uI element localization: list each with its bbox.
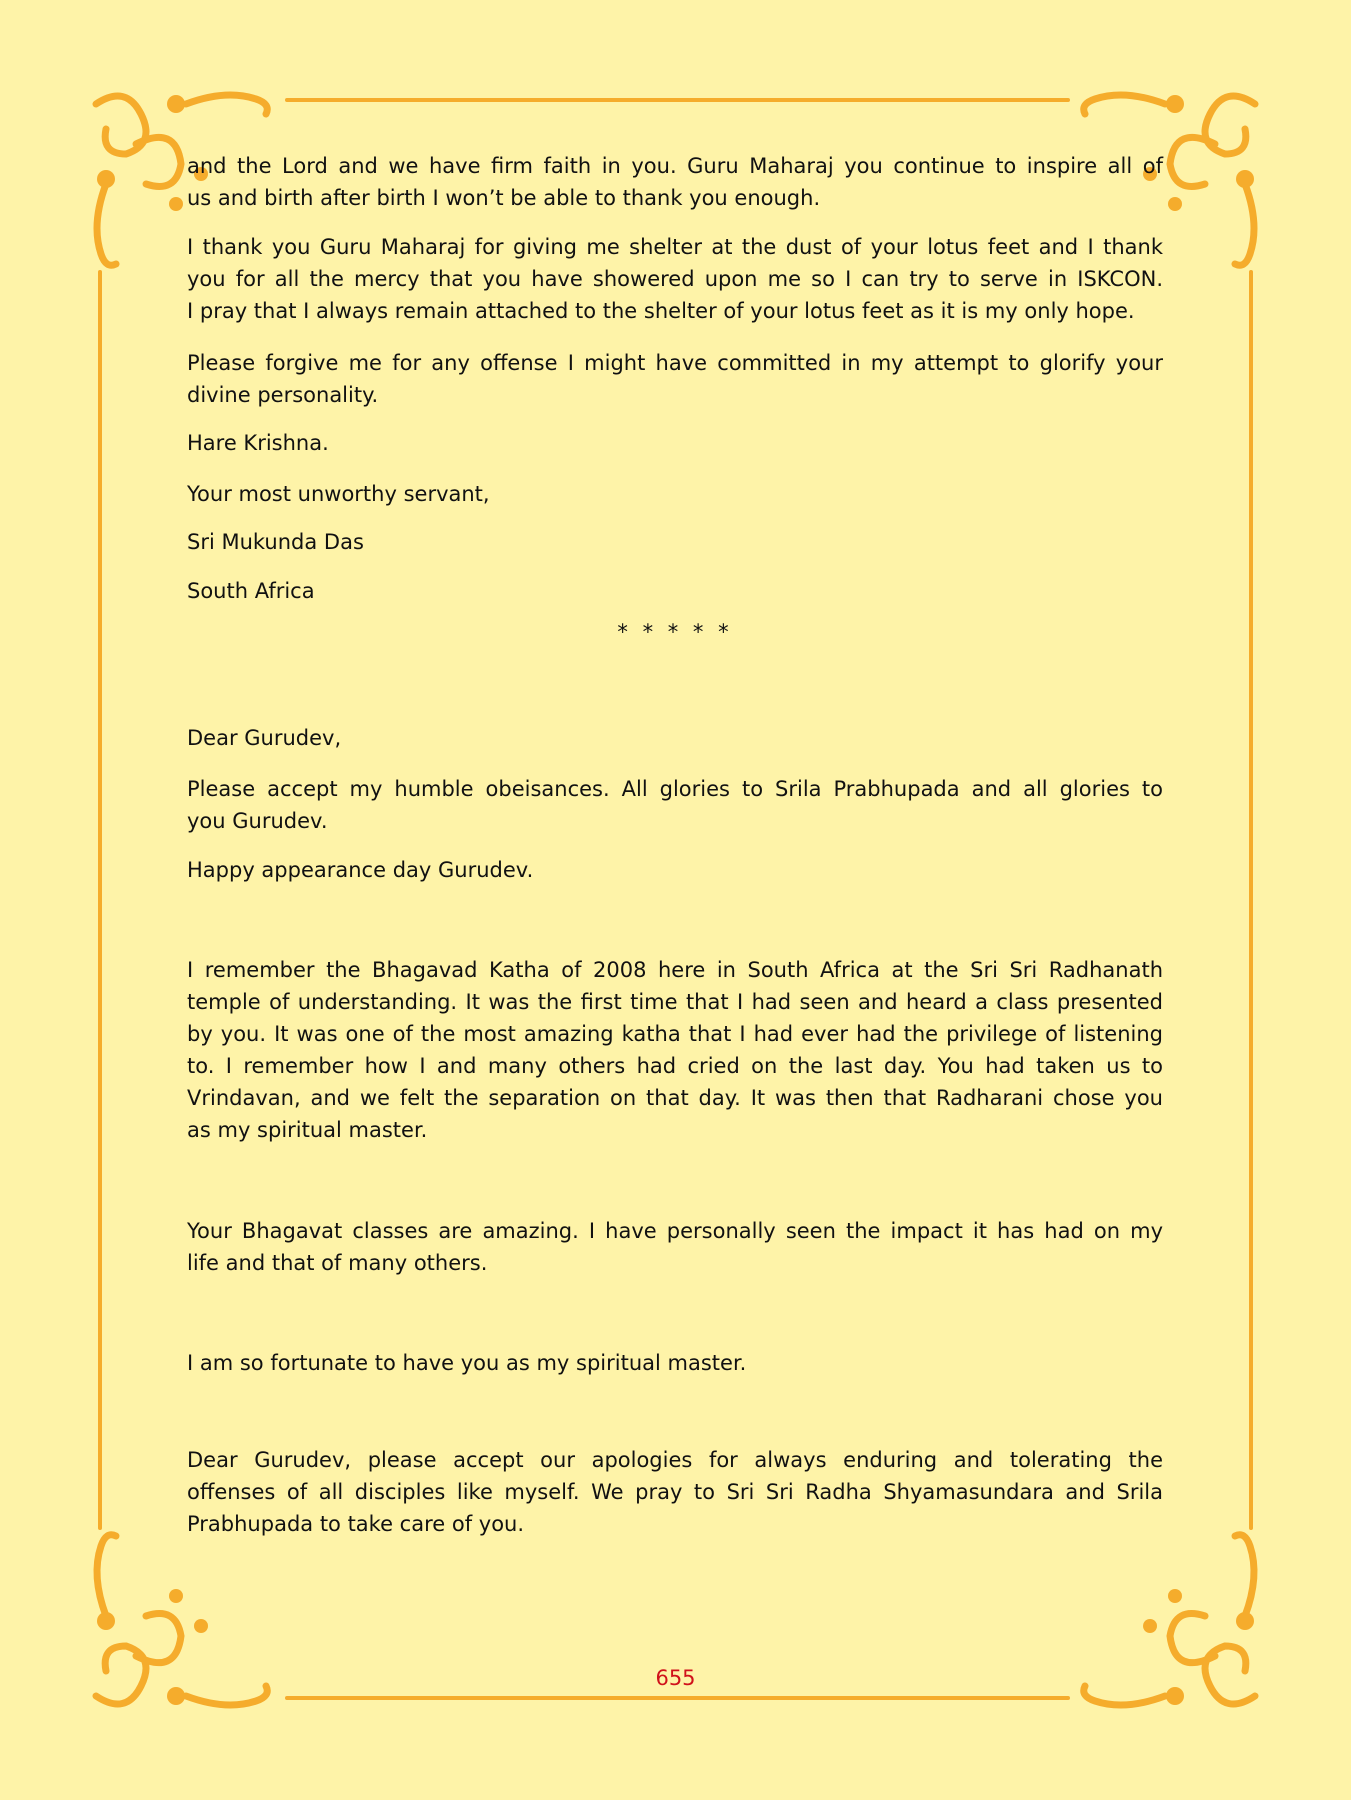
paragraph-katha — [187, 954, 1163, 1146]
text-line: temple of understanding. It was the first time that I had seen and heard a class presented — [187, 990, 1163, 1014]
text-line: Dear Gurudev, — [187, 726, 342, 750]
page-number: 655 — [655, 1666, 696, 1690]
text-line: divine personality. — [187, 383, 379, 407]
text-line: Sri Mukunda Das — [187, 530, 364, 554]
text-line: Dear Gurudev, please accept our apologies for always enduring and tolerating the — [187, 1448, 1163, 1472]
border-bottom — [285, 1696, 1070, 1700]
text-line: by you. It was one of the most amazing katha that I had ever had the privilege of listening — [187, 1022, 1163, 1046]
text-line: Please accept my humble obeisances. All glories to Srila Prabhupada and all glories to — [187, 777, 1163, 801]
text-line: I thank you Guru Maharaj for giving me shelter at the dust of your lotus feet and I thank — [187, 235, 1163, 259]
text-line: Please forgive me for any offense I might have committed in my attempt to glorify your — [187, 351, 1163, 375]
paragraph-fortunate — [187, 1347, 1163, 1379]
paragraph-classes — [187, 1215, 1163, 1279]
text-line: Happy appearance day Gurudev. — [187, 858, 534, 882]
border-right — [1249, 270, 1253, 1530]
greeting — [187, 722, 1163, 754]
text-line: as my spiritual master. — [187, 1118, 428, 1142]
text-line: and the Lord and we have firm faith in you. Guru Maharaj you continue to inspire all of — [187, 154, 1163, 178]
salutation — [187, 427, 1163, 459]
text-line: Your Bhagavat classes are amazing. I have personally seen the impact it has had on my — [187, 1219, 1163, 1243]
paragraph-forgive — [187, 347, 1163, 411]
closing — [187, 478, 1163, 510]
text-line: offenses of all disciples like myself. We pray to Sri Sri Radha Shyamasundara and Srila — [187, 1480, 1163, 1504]
text-line: to. I remember how I and many others had cried on the last day. You had taken us to — [187, 1054, 1163, 1078]
text-line: Vrindavan, and we felt the separation on that day. It was then that Radharani chose you — [187, 1086, 1163, 1110]
paragraph-obeisances — [187, 773, 1163, 837]
text-line: you for all the mercy that you have showered upon me so I can try to serve in ISKCON. — [187, 267, 1163, 291]
paragraph-appearance-day — [187, 854, 1163, 886]
text-line: I remember the Bhagavad Katha of 2008 here in South Africa at the Sri Sri Radhanath — [187, 958, 1163, 982]
paragraph-shelter — [187, 231, 1163, 327]
paragraph-closing-thanks — [187, 150, 1163, 214]
text-line: you Gurudev. — [187, 809, 328, 833]
text-line: I pray that I always remain attached to the shelter of your lotus feet as it is my only hope. — [187, 299, 1135, 323]
text-line: I am so fortunate to have you as my spiritual master. — [187, 1351, 747, 1375]
border-left — [98, 270, 102, 1530]
paragraph-apologies — [187, 1444, 1163, 1540]
section-separator: * * * * * — [617, 620, 733, 644]
text-line: Hare Krishna. — [187, 431, 329, 455]
text-line: Prabhupada to take care of you. — [187, 1512, 525, 1536]
text-line: life and that of many others. — [187, 1251, 488, 1275]
signature-name — [187, 526, 1163, 558]
border-top — [285, 98, 1070, 102]
text-line: Your most unworthy servant, — [187, 482, 490, 506]
text-line: us and birth after birth I won’t be able to thank you enough. — [187, 186, 821, 210]
signature-location — [187, 575, 1163, 607]
text-line: South Africa — [187, 579, 315, 603]
